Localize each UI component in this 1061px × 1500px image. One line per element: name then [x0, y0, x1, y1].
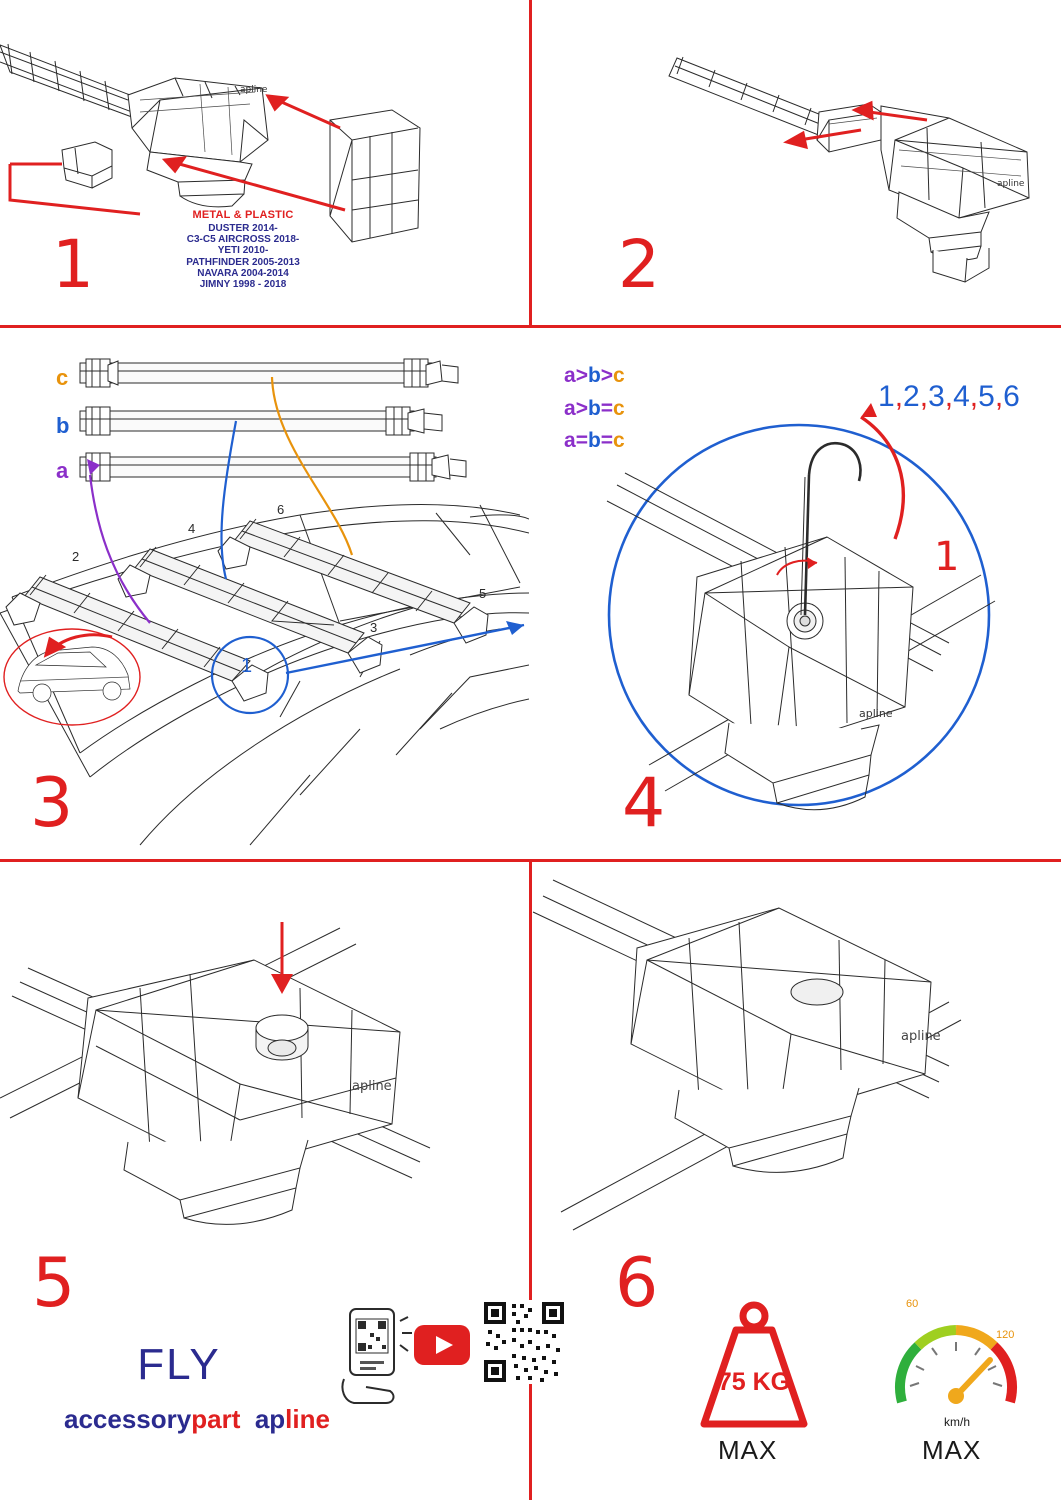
vehicle-list [138, 223, 348, 290]
step-number-4: 4 [622, 764, 664, 843]
eq-op: = [600, 429, 614, 453]
tagline-ap: ap [254, 1404, 286, 1434]
seq-sep: , [894, 380, 904, 413]
eq-op: = [600, 396, 614, 420]
eq-op: = [575, 429, 588, 453]
gauge-tick-high: 120 [996, 1329, 1015, 1341]
callout-5: 5 [479, 586, 487, 601]
brand-name: FLY [137, 1340, 221, 1389]
svg-text:apline: apline [352, 1079, 392, 1094]
svg-text:apline: apline [901, 1029, 941, 1044]
callout-1: 1 [241, 655, 253, 677]
vehicle-item: DUSTER 2014- [208, 223, 278, 234]
weight-icon [684, 1300, 824, 1430]
speedometer-icon [886, 1310, 1026, 1422]
eq-term-a: a [564, 364, 576, 387]
step-number-6: 6 [615, 1244, 657, 1323]
callout-6: 6 [277, 502, 285, 517]
eq-op: > [575, 396, 588, 420]
eq-term-b: b [587, 396, 601, 420]
step-number-5: 5 [32, 1244, 74, 1323]
panel-5-illustration [0, 862, 529, 1242]
panel-3-illustration [0, 325, 529, 859]
gauge-tick-low: 60 [906, 1298, 919, 1310]
eq-term-c: c [613, 364, 625, 387]
eq-term-c: c [613, 396, 625, 420]
callout-3: 3 [370, 620, 378, 635]
speed-unit-label: km/h [943, 1415, 970, 1429]
vehicle-item: PATHFINDER 2005-2013 [186, 256, 300, 268]
eq-op: > [600, 364, 614, 387]
tagline-accessory: accessory [64, 1404, 192, 1434]
bar-label-c: c [56, 365, 69, 390]
metal-plastic-note [138, 209, 348, 290]
eq-term-b: b [587, 364, 601, 387]
eq-term-a: a [564, 396, 576, 420]
callout-4: 4 [188, 521, 196, 536]
seq-sep: , [994, 380, 1004, 413]
tagline-part: part [191, 1404, 241, 1434]
step-number-3: 3 [30, 764, 72, 843]
step-number-2: 2 [618, 226, 658, 303]
torque-step-callout: 1 [934, 534, 960, 580]
seq-item: 6 [1003, 380, 1020, 413]
seq-sep: , [919, 380, 929, 413]
seq-item: 1 [878, 380, 895, 413]
seq-item: 4 [953, 380, 970, 413]
max-speed-label: MAX [922, 1435, 982, 1465]
eq-op: > [575, 364, 588, 387]
svg-text:apline: apline [997, 179, 1025, 189]
svg-text:apline: apline [859, 707, 893, 720]
seq-item: 2 [903, 380, 920, 413]
max-weight-label: MAX [718, 1435, 778, 1465]
qr-code-icon[interactable] [482, 1300, 566, 1384]
eq-term-c: c [613, 429, 625, 453]
eq-term-a: a [564, 429, 576, 453]
seq-item: 5 [978, 380, 995, 413]
tighten-sequence [878, 380, 1020, 414]
eq-term-b: b [587, 429, 601, 453]
panel-6-illustration [529, 862, 1061, 1242]
vehicle-item: JIMNY 1998 - 2018 [199, 278, 287, 290]
bar-label-b: b [56, 413, 70, 438]
vehicle-item: C3-C5 AIRCROSS 2018- [186, 234, 300, 246]
brand-tagline [64, 1404, 484, 1435]
metal-plastic-title: METAL & PLASTIC [192, 209, 294, 221]
seq-sep: , [944, 380, 954, 413]
vehicle-item: YETI 2010- [217, 245, 269, 257]
tagline-line: line [285, 1404, 330, 1434]
vehicle-item: NAVARA 2004-2014 [197, 267, 289, 279]
phone-scan-icon [330, 1305, 416, 1409]
step-number-1: 1 [52, 226, 92, 303]
bar-label-a: a [56, 458, 69, 483]
seq-item: 3 [928, 380, 945, 413]
max-weight-value: 75 KG [717, 1368, 791, 1396]
panel-2-illustration [529, 0, 1061, 325]
seq-sep: , [969, 380, 979, 413]
youtube-icon[interactable] [414, 1325, 470, 1365]
callout-2: 2 [72, 549, 80, 564]
svg-text:apline: apline [240, 85, 268, 95]
